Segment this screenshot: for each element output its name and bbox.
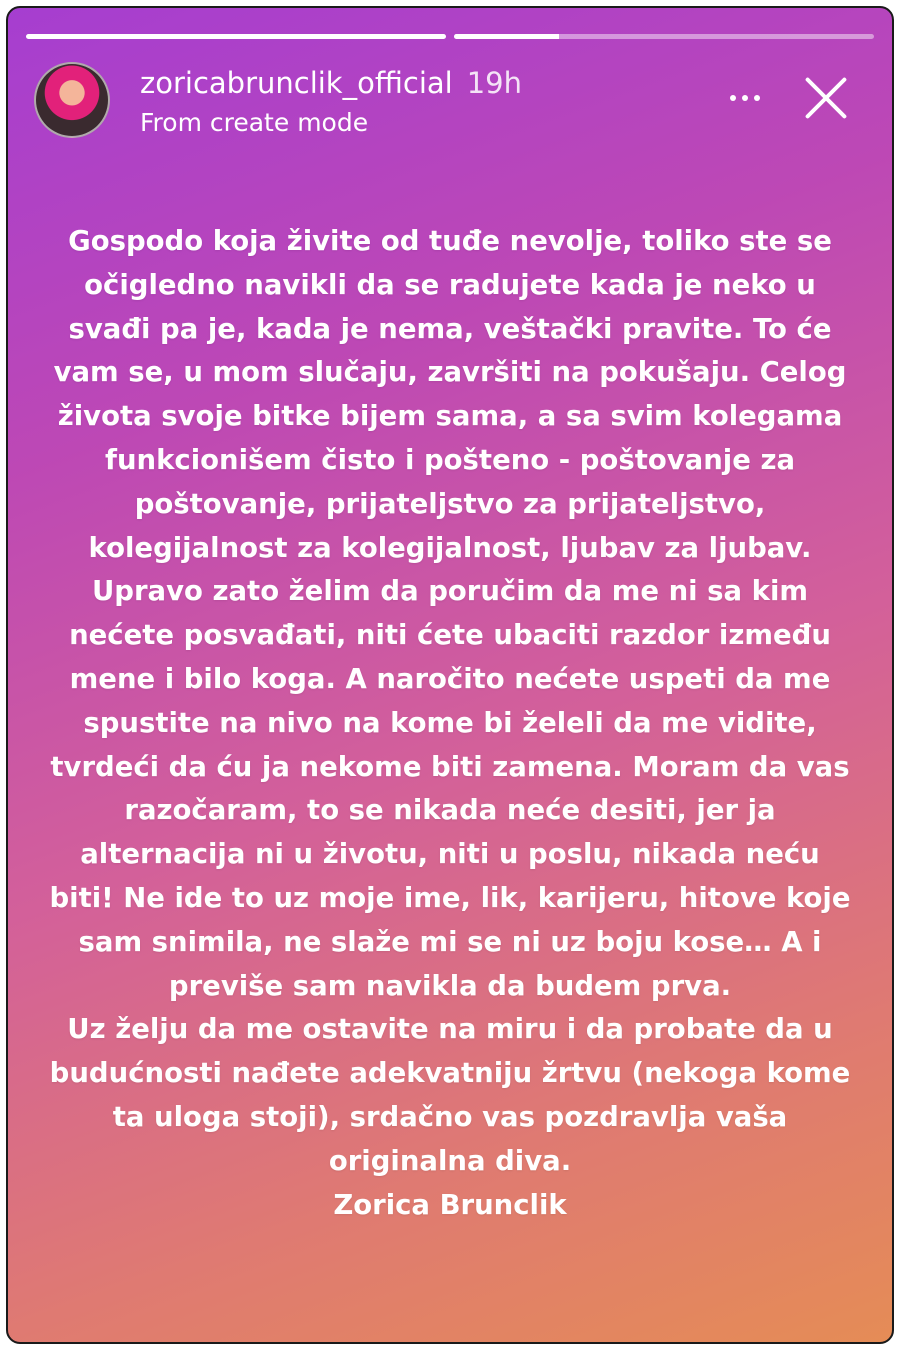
- paragraph-3: Uz želju da me ostavite na miru i da probate da u budućnosti nađete adekvatniju žrtvu (nekoga kome ta uloga stoji), srdačno vas pozdravlja vaša originalna diva.: [49, 1013, 851, 1177]
- signature: Zorica Brunclik: [333, 1188, 567, 1221]
- username[interactable]: zoricabrunclik_official: [140, 66, 453, 100]
- username-line: [140, 66, 522, 100]
- more-horizontal-icon[interactable]: [720, 78, 770, 118]
- paragraph-2: Upravo zato želim da poručim da me ni sa kim nećete posvađati, niti ćete ubaciti razdor između mene i bilo koga. A naročito nećete uspeti da me spustite na nivo na kome bi želeli da me vidite, tvrdeći da ću ja nekome biti zamena. Moram da vas razočaram, to se nikada neće desiti, jer ja alternacija ni u životu, niti u poslu, nikada neću biti! Ne ide to uz moje ime, lik, karijeru, hitove koje sam snimila, ne slaže mi se ni uz boju kose… A i previše sam navikla da budem prva.: [49, 575, 851, 1002]
- story-text: [48, 220, 852, 1227]
- story-viewer[interactable]: [6, 6, 894, 1344]
- story-header: [34, 58, 866, 144]
- paragraph-1: Gospodo koja živite od tuđe nevolje, toliko ste se očigledno navikli da se radujete kada je neko u svađi pa je, kada je nema, veštački pravite. To će vam se, u mom slučaju, završiti na pokušaju. Celog života svoje bitke bijem sama, a sa svim kolegama funkcionišem čisto i pošteno - poštovanje za poštovanje, prijateljstvo za prijateljstvo, kolegijalnost za kolegijalnost, ljubav za ljubav.: [53, 225, 847, 564]
- progress-segment-1: [26, 34, 446, 39]
- story-subtitle: From create mode: [140, 108, 369, 137]
- post-time: 19h: [466, 66, 522, 100]
- close-icon[interactable]: [800, 72, 852, 124]
- story-progress-bar: [26, 34, 874, 39]
- progress-segment-2: [454, 34, 874, 39]
- avatar[interactable]: [34, 62, 110, 138]
